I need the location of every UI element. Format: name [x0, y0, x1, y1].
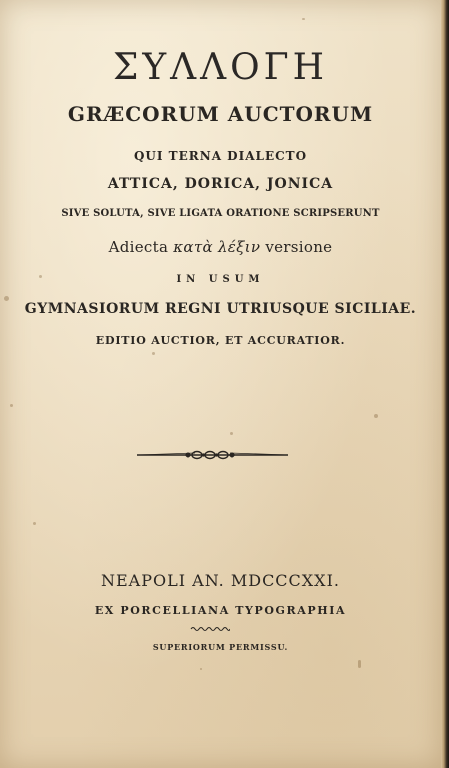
foxing-spot: [374, 414, 378, 418]
subtitle: GRÆCORUM AUCTORUM: [67, 102, 374, 126]
dialects-line: ATTICA, DORICA, JONICA: [107, 176, 334, 192]
gymnasia-line: GYMNASIORUM REGNI UTRIUSQUE SICILIAE.: [24, 301, 417, 317]
foxing-spot: [200, 668, 202, 670]
small-ornament: [190, 626, 230, 632]
printers-ornament: [135, 448, 290, 462]
foxing-spot: [4, 296, 9, 301]
foxing-spot: [33, 522, 36, 525]
scripserunt-line: SIVE SOLUTA, SIVE LIGATA ORATIONE SCRIPSERUNT: [61, 208, 380, 219]
book-edge: [441, 0, 449, 768]
imprint-permission: SUPERIORUM PERMISSU.: [152, 642, 289, 652]
foxing-spot: [358, 660, 361, 668]
version-line: [0, 240, 441, 255]
version-adiecta: Adiecta: [108, 238, 169, 256]
foxing-spot: [302, 18, 305, 20]
editio-line: EDITIO AUCTIOR, ET ACCURATIOR.: [95, 334, 346, 347]
in-usum-line: IN USUM: [176, 274, 265, 285]
foxing-spot: [152, 352, 155, 355]
foxing-spot: [10, 404, 13, 407]
terna-dialecto-line: QUI TERNA DIALECTO: [133, 149, 308, 163]
foxing-spot: [230, 432, 233, 435]
version-word: versione: [265, 238, 333, 256]
greek-title: ΣΥΛΛΟΓΗ: [112, 47, 329, 88]
imprint-place-date: NEAPOLI AN. MDCCCXXI.: [101, 571, 340, 590]
imprint-press: EX PORCELLIANA TYPOGRAPHIA: [94, 604, 347, 617]
version-greek-phrase: κατὰ λέξιν: [173, 238, 261, 256]
